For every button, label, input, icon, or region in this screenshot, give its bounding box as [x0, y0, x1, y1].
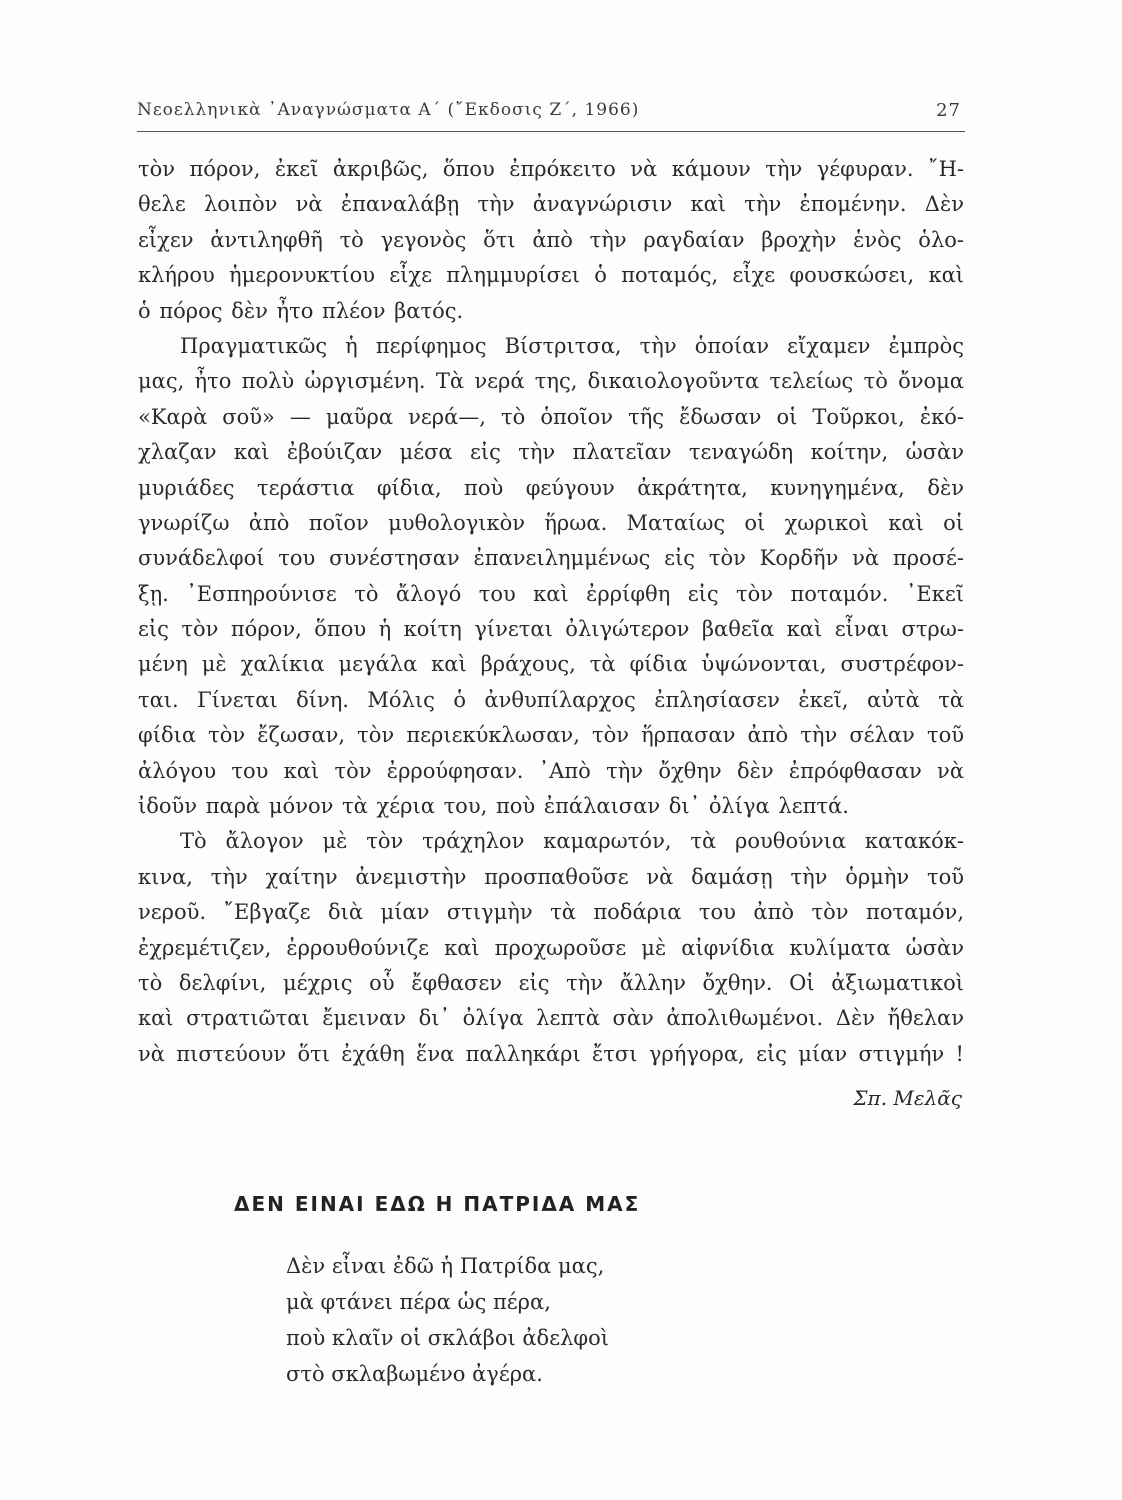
prose-line: εἶχεν ἀντιληφθῆ τὸ γεγονὸς ὅτι ἀπὸ τὴν ραγδαίαν βροχὴν ἑνὸς ὁλο-	[138, 227, 964, 252]
prose-line: γνωρίζω ἀπὸ ποῖον μυθολογικὸν ἥρωα. Ματαίως οἱ χωρικοὶ καὶ οἱ	[138, 510, 964, 535]
prose-line: Τὸ ἄλογον μὲ τὸν τράχηλον καμαρωτόν, τὰ ρουθούνια κατακόκ-	[180, 829, 964, 854]
prose-line: ἰδοῦν παρὰ μόνον τὰ χέρια του, ποὺ ἐπάλαισαν δι᾿ ὀλίγα λεπτά.	[138, 794, 849, 819]
prose-body	[138, 152, 964, 1072]
prose-line: ξῃ. ᾿Εσπηρούνισε τὸ ἄλογό του καὶ ἐρρίφθη εἰς τὸν ποταμόν. ᾿Εκεῖ	[138, 581, 964, 606]
prose-line: κινα, τὴν χαίτην ἀνεμιστὴν προσπαθοῦσε νὰ δαμάσῃ τὴν ὁρμὴν τοῦ	[138, 864, 964, 889]
prose-line: μένη μὲ χαλίκια μεγάλα καὶ βράχους, τὰ φίδια ὑψώνονται, συστρέφον-	[138, 652, 964, 677]
prose-line: «Καρὰ σοῦ» — μαῦρα νερά—, τὸ ὁποῖον τῆς ἔδωσαν οἱ Τοῦρκοι, ἐκό-	[138, 404, 964, 429]
prose-line: συνάδελφοί του συνέστησαν ἐπανειλημμένως εἰς τὸν Κορδῆν νὰ προσέ-	[138, 546, 964, 571]
author-signature: Σπ. Μελᾶς	[853, 1086, 962, 1110]
poem-verse: στὸ σκλαβωμένο ἀγέρα.	[286, 1362, 543, 1386]
prose-line: μυριάδες τεράστια φίδια, ποὺ φεύγουν ἀκράτητα, κυνηγημένα, δὲν	[138, 475, 964, 500]
prose-line: ἀλόγου του καὶ τὸν ἐρρούφησαν. ᾿Απὸ τὴν ὄχθην δὲν ἐπρόφθασαν νὰ	[138, 758, 964, 783]
prose-line: φίδια τὸν ἔζωσαν, τὸν περιεκύκλωσαν, τὸν ἥρπασαν ἀπὸ τὴν σέλαν τοῦ	[138, 723, 964, 748]
prose-line: ὁ πόρος δὲν ἦτο πλέον βατός.	[138, 298, 464, 323]
prose-line: καὶ στρατιῶται ἔμειναν δι᾿ ὀλίγα λεπτὰ σὰν ἀπολιθωμένοι. Δὲν ἤθελαν	[138, 1006, 964, 1031]
page-number: 27	[936, 100, 961, 121]
prose-line: κλήρου ἡμερονυκτίου εἶχε πλημμυρίσει ὁ ποταμός, εἶχε φουσκώσει, καὶ	[138, 263, 964, 288]
header-rule	[137, 131, 965, 132]
poem-title: ΔΕΝ ΕΙΝΑΙ ΕΔΩ Η ΠΑΤΡΙΔΑ ΜΑΣ	[234, 1192, 641, 1216]
prose-line: νεροῦ. ῎Εβγαζε διὰ μίαν στιγμὴν τὰ ποδάρια του ἀπὸ τὸν ποταμόν,	[138, 900, 964, 925]
prose-line: ἐχρεμέτιζεν, ἐρρουθούνιζε καὶ προχωροῦσε μὲ αἰφνίδια κυλίματα ὡσὰν	[138, 935, 964, 960]
poem-verse: ποὺ κλαῖν οἱ σκλάβοι ἀδελφοὶ	[286, 1326, 609, 1350]
prose-line: χλαζαν καὶ ἐβούιζαν μέσα εἰς τὴν πλατεῖαν τεναγώδη κοίτην, ὡσὰν	[138, 440, 964, 465]
prose-line: εἰς τὸν πόρον, ὅπου ἡ κοίτη γίνεται ὀλιγώτερον βαθεῖα καὶ εἶναι στρω-	[138, 617, 964, 642]
prose-line: Πραγματικῶς ἡ περίφημος Βίστριτσα, τὴν ὁποίαν εἴχαμεν ἐμπρὸς	[180, 333, 964, 358]
prose-line: μας, ἦτο πολὺ ὠργισμένη. Τὰ νερά της, δικαιολογοῦντα τελείως τὸ ὄνομα	[138, 369, 964, 394]
prose-line: ται. Γίνεται δίνη. Μόλις ὁ ἀνθυπίλαρχος ἐπλησίασεν ἐκεῖ, αὐτὰ τὰ	[138, 687, 964, 712]
poem-verse: Δὲν εἶναι ἐδῶ ἡ Πατρίδα μας,	[286, 1254, 605, 1278]
running-head	[137, 96, 965, 128]
prose-line: τὸ δελφίνι, μέχρις οὗ ἔφθασεν εἰς τὴν ἄλλην ὄχθην. Οἱ ἀξιωματικοὶ	[138, 970, 964, 995]
prose-line: θελε λοιπὸν νὰ ἐπαναλάβῃ τὴν ἀναγνώρισιν καὶ τὴν ἐπομένην. Δὲν	[138, 192, 964, 217]
poem-stanza	[286, 1248, 609, 1392]
prose-line: νὰ πιστεύουν ὅτι ἐχάθη ἕνα παλληκάρι ἔτσι γρήγορα, εἰς μίαν στιγμήν !	[138, 1041, 964, 1066]
running-title: Νεοελληνικὰ ᾿Αναγνώσματα Α΄ (῎Εκδοσις Ζ΄, 1966)	[137, 100, 640, 120]
prose-line: τὸν πόρον, ἐκεῖ ἀκριβῶς, ὅπου ἐπρόκειτο νὰ κάμουν τὴν γέφυραν. ῎Η-	[138, 157, 964, 181]
poem-verse: μὰ φτάνει πέρα ὡς πέρα,	[286, 1290, 551, 1314]
